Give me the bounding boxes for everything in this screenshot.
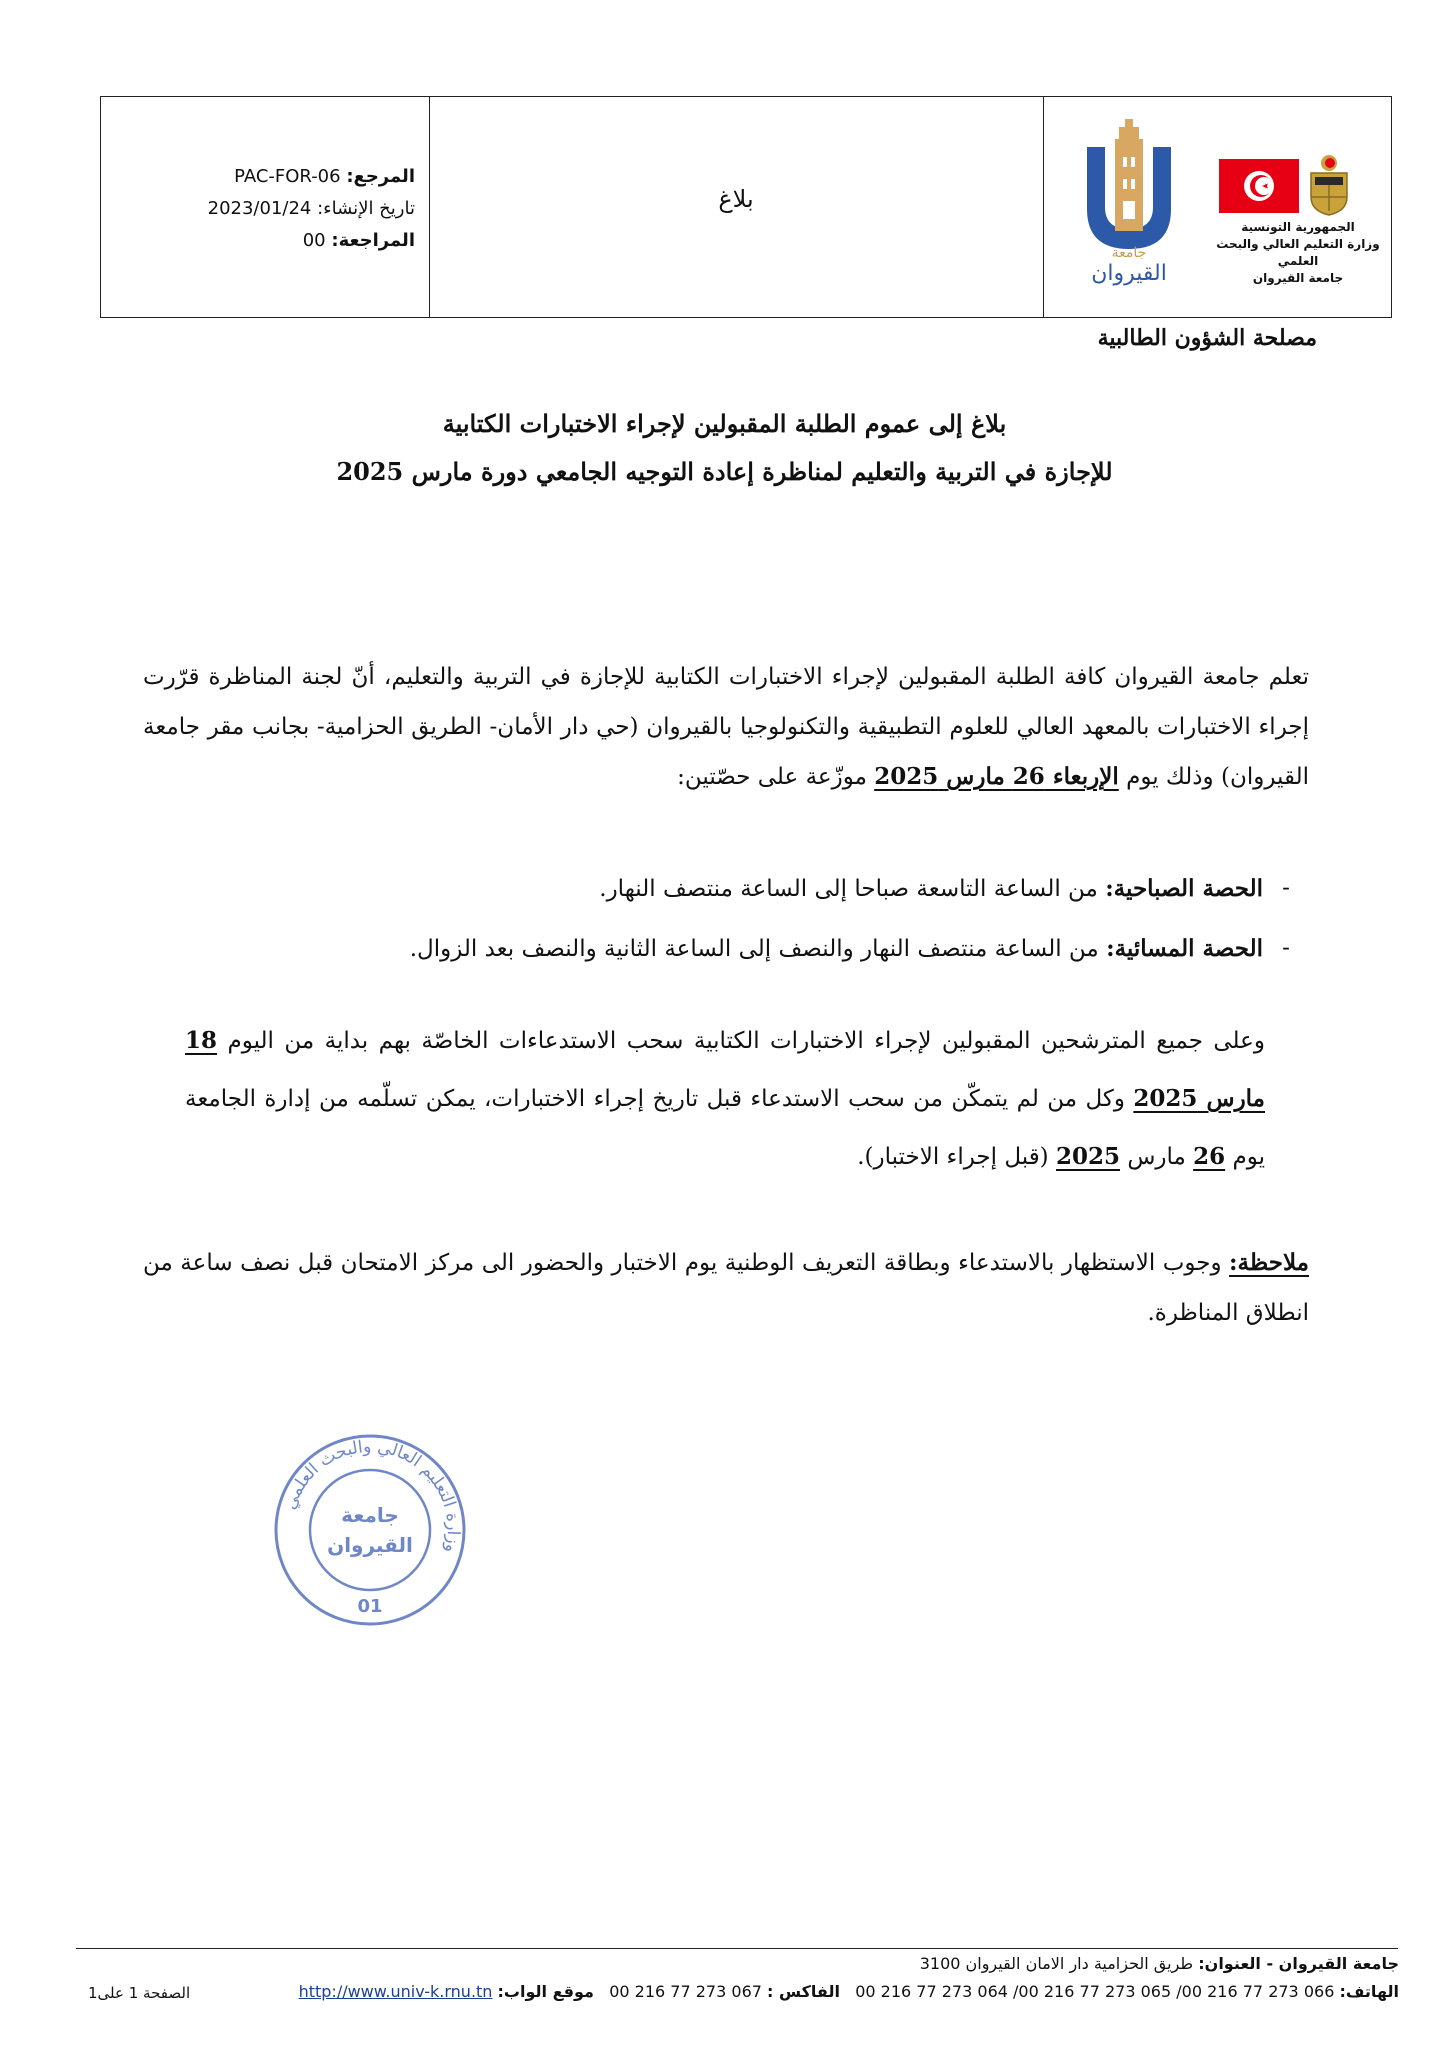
- footer-phones: 066 273 77 216 00/ 065 273 77 216 00/ 064 273 77 216 00: [855, 1982, 1335, 2001]
- ministry-name: وزارة التعليم العالي والبحث العلمي: [1216, 237, 1380, 268]
- paragraph1-text: تعلم جامعة القيروان كافة الطلبة المقبولين لإجراء الاختبارات الكتابية للإجازة في التربية والتعليم، أنّ لجنة المناظرة قرّرت إجراء الاختبارات بالمعهد العالي للعلوم التطبيقية والتكنولوجيا بالقيروان (حي دار الأمان- الطريق الحزامية- بجانب مقر جامعة القيروان) وذلك يوم: [143, 664, 1309, 790]
- revision-label: المراجعة:: [331, 230, 415, 251]
- header-title: بلاغ: [718, 185, 754, 213]
- pickup-date-month: مارس: [1127, 1144, 1186, 1170]
- paragraph2-part1: وعلى جميع المترشحين المقبولين لإجراء الاختبارات الكتابية سحب الاستدعاءات الخاصّة بهم بداية من اليوم: [227, 1028, 1265, 1054]
- ref-label: المرجع:: [346, 166, 415, 187]
- paragraph-exam-location: [143, 652, 1309, 802]
- footer-address-label: جامعة القيروان - العنوان:: [1198, 1954, 1399, 1973]
- footer-divider: [76, 1948, 1398, 1949]
- list-item: [143, 858, 1309, 918]
- stamp-center-line2: القيروان: [327, 1533, 413, 1557]
- reference-block: [208, 161, 415, 257]
- exam-date-highlight: الإربعاء 26 مارس 2025: [874, 763, 1119, 790]
- main-title-line1: بلاغ إلى عموم الطلبة المقبولين لإجراء الاختبارات الكتابية: [442, 409, 1007, 438]
- note-text: وجوب الاستظهار بالاستدعاء وبطاقة التعريف الوطنية يوم الاختبار والحضور الى مركز الامتحان قبل نصف ساعة من انطلاق المناظرة.: [143, 1250, 1309, 1326]
- stamp-number: 01: [357, 1596, 383, 1617]
- note-paragraph: [143, 1238, 1309, 1338]
- page-number: الصفحة 1 على1: [88, 1984, 191, 2002]
- main-title: [0, 400, 1449, 496]
- note-label: ملاحظة:: [1229, 1249, 1309, 1276]
- stamp-center-line1: جامعة: [341, 1503, 399, 1527]
- paragraph2-part3: (قبل إجراء الاختبار).: [857, 1144, 1049, 1170]
- footer-contacts: [299, 1982, 1399, 2001]
- reference-column: [101, 97, 430, 317]
- footer-web-label: موقع الواب:: [497, 1982, 594, 2001]
- session-label: الحصة الصباحية:: [1105, 874, 1263, 902]
- univ-logo-line2: القيروان: [1091, 261, 1167, 286]
- service-name: مصلحة الشؤون الطالبية: [1097, 325, 1317, 351]
- footer-phone-label: الهاتف:: [1339, 1982, 1399, 2001]
- ref-value: PAC-FOR-06: [234, 166, 341, 187]
- session-label: الحصة المسائية:: [1106, 934, 1263, 962]
- list-item: [143, 918, 1309, 978]
- paragraph1-tail: موزّعة على حصّتين:: [677, 764, 867, 790]
- header-box: [100, 96, 1392, 318]
- bullet-dash: -: [1282, 875, 1290, 901]
- main-title-line2: للإجازة في التربية والتعليم لمناظرة إعادة التوجيه الجامعي دورة مارس 2025: [336, 457, 1113, 486]
- republic-text: [1203, 219, 1393, 287]
- coat-of-arms-icon: [1307, 153, 1351, 217]
- sessions-list: [143, 858, 1309, 978]
- session-text: من الساعة منتصف النهار والنصف إلى الساعة الثانية والنصف بعد الزوال.: [409, 935, 1099, 962]
- invitation-start-date: 18 مارس 2025: [185, 1027, 1265, 1112]
- republic-name: الجمهورية التونسية: [1241, 220, 1355, 234]
- university-logo-text: [1073, 245, 1185, 287]
- paragraph-invitations: [185, 1012, 1265, 1186]
- paragraph2-part2: وكل من لم يتمكّن من سحب الاستدعاء قبل تاريخ إجراء الاختبارات، يمكن تسلّمه من إدارة الجامعة يوم: [185, 1086, 1265, 1170]
- university-name: جامعة القيروان: [1252, 271, 1344, 285]
- session-text: من الساعة التاسعة صباحا إلى الساعة منتصف النهار.: [599, 875, 1098, 902]
- footer-address: [920, 1954, 1399, 1973]
- stamp-outer-text: وزارة التعليم العالي والبحث العلمي: [279, 1436, 464, 1555]
- footer-address-text: طريق الحزامية دار الامان القيروان 3100: [919, 1954, 1194, 1973]
- created-label: تاريخ الإنشاء:: [317, 198, 415, 219]
- pickup-date-year: 2025: [1055, 1143, 1120, 1170]
- tunisia-flag-icon: [1219, 159, 1299, 213]
- logos-column: [1043, 97, 1391, 317]
- title-column: [429, 97, 1044, 317]
- bullet-dash: -: [1282, 935, 1290, 961]
- website-link[interactable]: http://www.univ-k.rnu.tn: [298, 1982, 493, 2001]
- footer-fax-label: الفاكس :: [767, 1982, 840, 2001]
- footer-fax: 067 273 77 216 00: [609, 1982, 762, 2001]
- pickup-date-day: 26: [1193, 1143, 1226, 1170]
- university-stamp-icon: [270, 1430, 470, 1630]
- created-value: 2023/01/24: [207, 198, 312, 219]
- revision-value: 00: [302, 230, 326, 251]
- univ-logo-line1: جامعة: [1111, 245, 1147, 261]
